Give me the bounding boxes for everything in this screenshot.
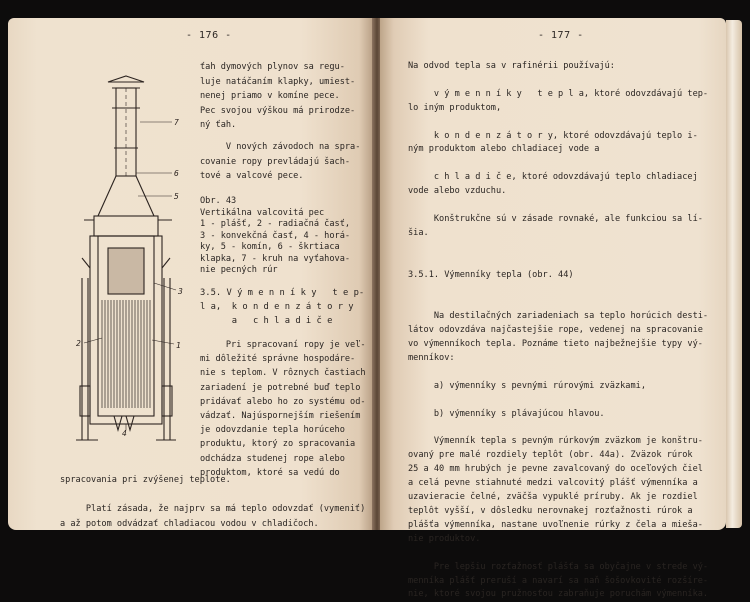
furnace-figure [68, 68, 198, 448]
left-col-body: Pri spracovaní ropy je veľ- mi dôležité správne hospodáre- nie s teplom. V rôznych častiach zariadení je potrebné buď teplo pridávať alebo ho zo systému od- vádzať. Najúspornejším riešením je odovzdanie tepla horúceho produktu, ktorý zo spracovania odchádza studenej rope alebo produktom, ktoré sa vedú do [200, 340, 366, 478]
figure-label-2: 2 [76, 339, 81, 348]
section-heading: 3.5. V ý m e n n í k y t e p- l a, k o n d e n z á t o r y a c h l a d i č e [200, 288, 365, 326]
right-page-body: Na odvod tepla sa v rafinérii používajú: v ý m e n n í k y t e p l a, ktoré odovzdávajú tep- lo iným produktom, k o n d e n z á t o r y, ktoré odovzdávajú teplo i- ným produktom alebo chladiacej vode a c h l a d i č e, ktoré odovzdávajú teplo chladiacej vode alebo vzduchu. Konštrukčne sú v zásade rovnaké, ale funkciou sa lí- šia. 3.5.1. Výmenníky tepla (obr. 44) Na destilačných zariadeniach sa teplo horúcich desti- látov odovzdáva najčastejšie rope, vedenej na spracovanie vo výmenníkoch tepla. Poznáme tieto najbežnejšie typy vý- menníkov: a) výmenníky s pevnými rúrovými zväzkami, b) výmenníky s plávajúcou hlavou. Výmenník tepla s pevným rúrkovým zväzkom je konštru- ovaný pre malé rozdiely teplôt (obr. 44a). Zväzok rúrok 25 a 40 mm hrubých je pevne zavalcovaný do oceľových čiel a celá pevne stiahnuté medzi valcovitý plášť výmenníka a uzavieracie čelné, zväčša vypuklé príruby. Ak je rozdiel teplôt vyšší, v dôsledku nerovnakej rozťažnosti rúrok a plášťa výmenníka, nastane uvoľnenie rúrky z čela a miešа- nie produktov. Pre lepšiu rozťažnosť plášťa sa obyčajne v strede vý- menníka plášť preruší a navarí sa naň šošovkovité rozšíre- nie, ktoré svojou pružnosťou zabraňuje poruchám výmenníka. [408, 61, 709, 600]
left-page-number: - 176 - [186, 30, 232, 41]
figure-label-4: 4 [122, 429, 127, 438]
right-page-number: - 177 - [538, 30, 584, 41]
figure-label-6: 6 [174, 169, 179, 178]
left-col-paragraph: V nových závodoch na spra- covanie ropy prevládajú šach- tové a valcové pece. [200, 142, 361, 181]
right-page [380, 18, 726, 600]
page-edge [726, 20, 742, 528]
left-col-intro: ťah dymových plynov sa regu- luje natáčaním klapky, umiest- nenej priamo v komíne pece. Pec svojou výškou má prirodze- ný ťah. [200, 62, 356, 130]
left-page [8, 18, 374, 530]
figure-caption: Obr. 43 Vertikálna valcovitá pec 1 - plášť, 2 - radiačná časť, 3 - konvekčná časť, 4 - horá- ky, 5 - komín, 6 - škrtiaca klapka, 7 - kruh na vyťahova- nie pecných rúr [200, 196, 351, 275]
figure-label-1: 1 [176, 341, 181, 350]
figure-label-7: 7 [174, 118, 179, 127]
figure-label-5: 5 [174, 192, 179, 201]
left-full-width-text: spracovania pri zvýšenej teplote. Platí zásada, že najprv sa má teplo odovzdať (vymeniť) a až potom odvádzať chladiacou vodou v chladičoch. [60, 475, 366, 529]
chimney-cap [108, 76, 144, 82]
figure-label-3: 3 [178, 287, 183, 296]
